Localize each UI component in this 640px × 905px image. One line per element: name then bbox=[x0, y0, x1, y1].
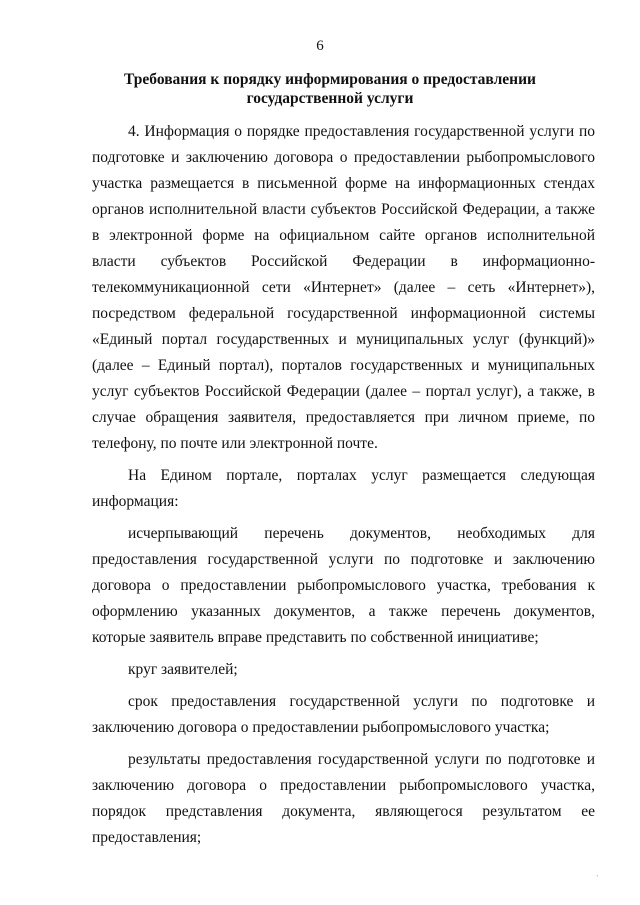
document-body bbox=[92, 119, 595, 851]
section-heading-line-1: Требования к порядку информирования о предоставлении bbox=[124, 71, 536, 88]
section-heading-line-2: государственной услуги bbox=[246, 90, 414, 107]
paragraph-applicants: круг заявителей; bbox=[128, 661, 238, 678]
section-heading bbox=[120, 70, 540, 108]
paragraph-document-list: исчерпывающий перечень документов, необходимых для предоставления государственной услуги по подготовке и заключению договора о предоставлении рыбопромыслового участка, требования к оформлению указанных документов, а также перечень документов, которые заявитель вправе представить по собственной инициативе; bbox=[92, 525, 595, 646]
page-number: 6 bbox=[316, 38, 324, 54]
paragraph-item-4: 4. Информация о порядке предоставления государственной услуги по подготовке и заключению договора о предоставлении рыбопромыслового участка размещается в письменной форме на информационных стендах органов исполнительной власти субъектов Российской Федерации, а также в электронной форме на официальном сайте органов исполнительной власти субъектов Российской Федерации в информационно-телекоммуникационной сети «Интернет» (далее – сеть «Интернет»), посредством федеральной государственной информационной системы «Единый портал государственных и муниципальных услуг (функций)» (далее – Единый портал), порталов государственных и муниципальных услуг субъектов Российской Федерации (далее – портал услуг), а также, в случае обращения заявителя, предоставляется при личном приеме, по телефону, по почте или электронной почте. bbox=[92, 123, 595, 452]
paragraph-term: срок предоставления государственной услуги по подготовке и заключению договора о предоставлении рыбопромыслового участка; bbox=[92, 693, 595, 736]
paragraph-results: результаты предоставления государственной услуги по подготовке и заключению договора о предоставлении рыбопромыслового участка, порядок представления документа, являющегося результатом ее предоставления; bbox=[92, 751, 595, 846]
paragraph-portal-info: На Едином портале, порталах услуг размещается следующая информация: bbox=[92, 467, 595, 510]
scan-mark: ` bbox=[596, 874, 599, 883]
